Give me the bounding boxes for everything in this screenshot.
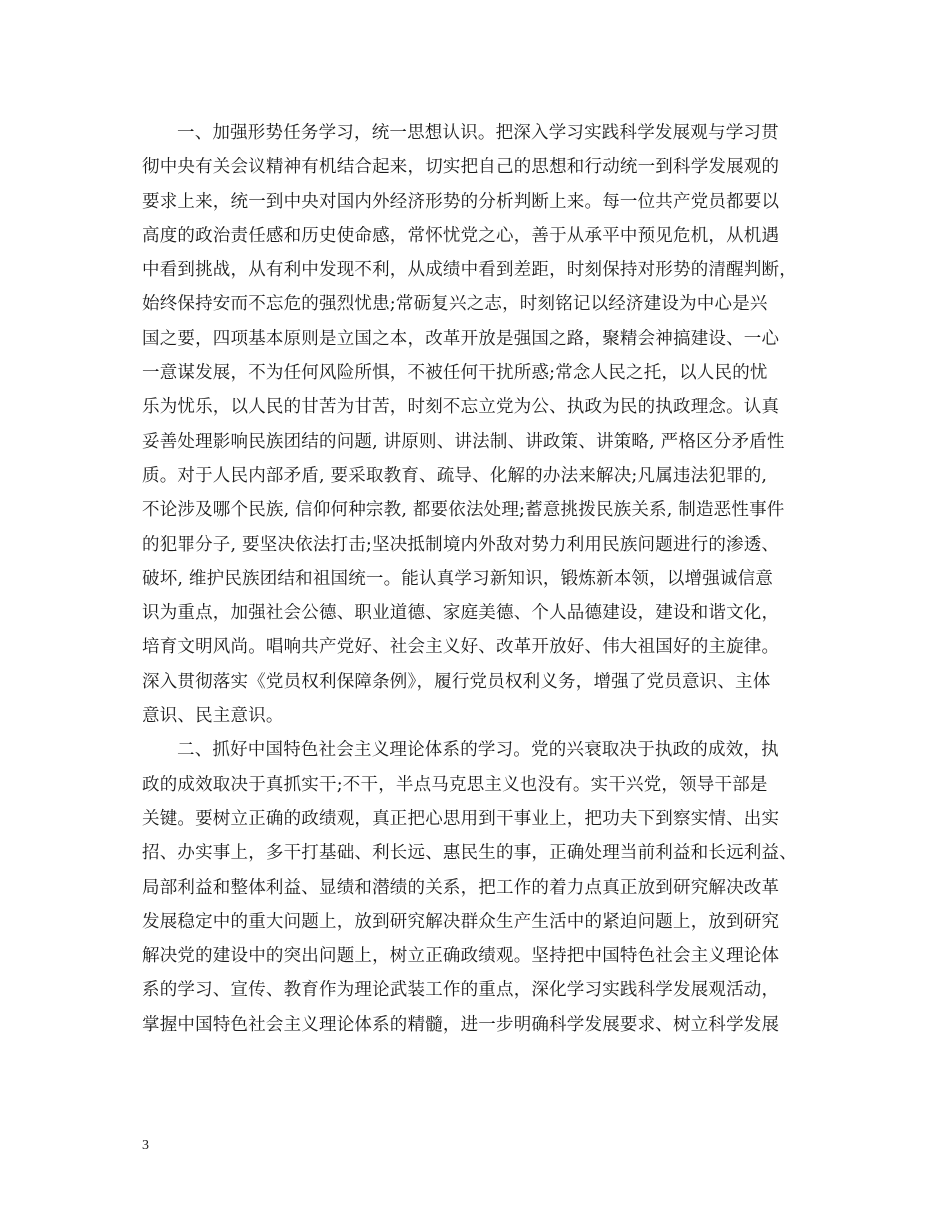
text-line: 彻中央有关会议精神有机结合起来，切实把自己的思想和行动统一到科学发展观的 bbox=[142, 157, 780, 178]
text-line: 始终保持安而不忘危的强烈忧患;常砺复兴之志，时刻铭记以经济建设为中心是兴 bbox=[142, 294, 768, 315]
text-line: 识为重点，加强社会公德、职业道德、家庭美德、个人品德建设，建设和谐文化， bbox=[142, 603, 780, 624]
text-line: 意识、民主意识。 bbox=[142, 706, 284, 727]
text-line: 掌握中国特色社会主义理论体系的精髓，进一步明确科学发展要求、树立科学发展 bbox=[142, 1014, 780, 1035]
text-line: 不论涉及哪个民族, 信仰何种宗教, 都要依法处理;蓄意挑拨民族关系, 制造恶性事件 bbox=[142, 500, 785, 521]
text-line: 一、加强形势任务学习，统一思想认识。把深入学习实践科学发展观与学习贯 bbox=[177, 123, 779, 143]
text-line: 质。对于人民内部矛盾, 要采取教育、疏导、化解的办法来解决;凡属违法犯罪的, bbox=[142, 465, 768, 486]
text-line: 二、抓好中国特色社会主义理论体系的学习。党的兴衰取决于执政的成效，执 bbox=[177, 740, 779, 761]
text-line: 局部利益和整体利益、显绩和潜绩的关系，把工作的着力点真正放到研究解决改革 bbox=[142, 877, 780, 898]
text-line: 关键。要树立正确的政绩观，真正把心思用到干事业上，把功夫下到察实情、出实 bbox=[142, 808, 780, 829]
document-body bbox=[142, 116, 822, 1042]
text-line: 发展稳定中的重大问题上，放到研究解决群众生产生活中的紧迫问题上，放到研究 bbox=[142, 911, 780, 932]
text-line: 要求上来，统一到中央对国内外经济形势的分析判断上来。每一位共产党员都要以 bbox=[142, 191, 780, 212]
text-line: 国之要，四项基本原则是立国之本，改革开放是强国之路，聚精会神搞建设、一心 bbox=[142, 328, 780, 349]
text-line: 政的成效取决于真抓实干;不干，半点马克思主义也没有。实干兴党，领导干部是 bbox=[142, 774, 768, 795]
text-line: 一意谋发展，不为任何风险所惧，不被任何干扰所惑;常念人民之托，以人民的忧 bbox=[142, 363, 768, 384]
text-line: 高度的政治责任感和历史使命感，常怀忧党之心，善于从承平中预见危机，从机遇 bbox=[142, 225, 780, 246]
text-line: 培育文明风尚。唱响共产党好、社会主义好、改革开放好、伟大祖国好的主旋律。 bbox=[142, 637, 780, 658]
text-line: 妥善处理影响民族团结的问题, 讲原则、讲法制、讲政策、讲策略, 严格区分矛盾性 bbox=[142, 431, 785, 452]
text-line: 解决党的建设中的突出问题上，树立正确政绩观。坚持把中国特色社会主义理论体 bbox=[142, 946, 780, 967]
paragraph-1 bbox=[142, 116, 822, 733]
text-line: 乐为忧乐，以人民的甘苦为甘苦，时刻不忘立党为公、执政为民的执政理念。认真 bbox=[142, 397, 780, 418]
text-line: 破坏, 维护民族团结和祖国统一。能认真学习新知识，锻炼新本领，以增强诚信意 bbox=[142, 568, 774, 589]
paragraph-2 bbox=[142, 733, 822, 1042]
text-line: 深入贯彻落实《党员权利保障条例》，履行党员权利义务，增强了党员意识、主体 bbox=[142, 671, 771, 692]
text-line: 招、办实事上，多干打基础、利长远、惠民生的事，正确处理当前利益和长远利益、 bbox=[142, 843, 797, 864]
text-line: 的犯罪分子, 要坚决依法打击;坚决抵制境内外敌对势力利用民族问题进行的渗透、 bbox=[142, 534, 780, 555]
text-line: 系的学习、宣传、教育作为理论武装工作的重点，深化学习实践科学发展观活动， bbox=[142, 980, 780, 1001]
page-number: 3 bbox=[142, 1138, 149, 1153]
text-line: 中看到挑战，从有利中发现不利，从成绩中看到差距，时刻保持对形势的清醒判断， bbox=[142, 260, 797, 281]
